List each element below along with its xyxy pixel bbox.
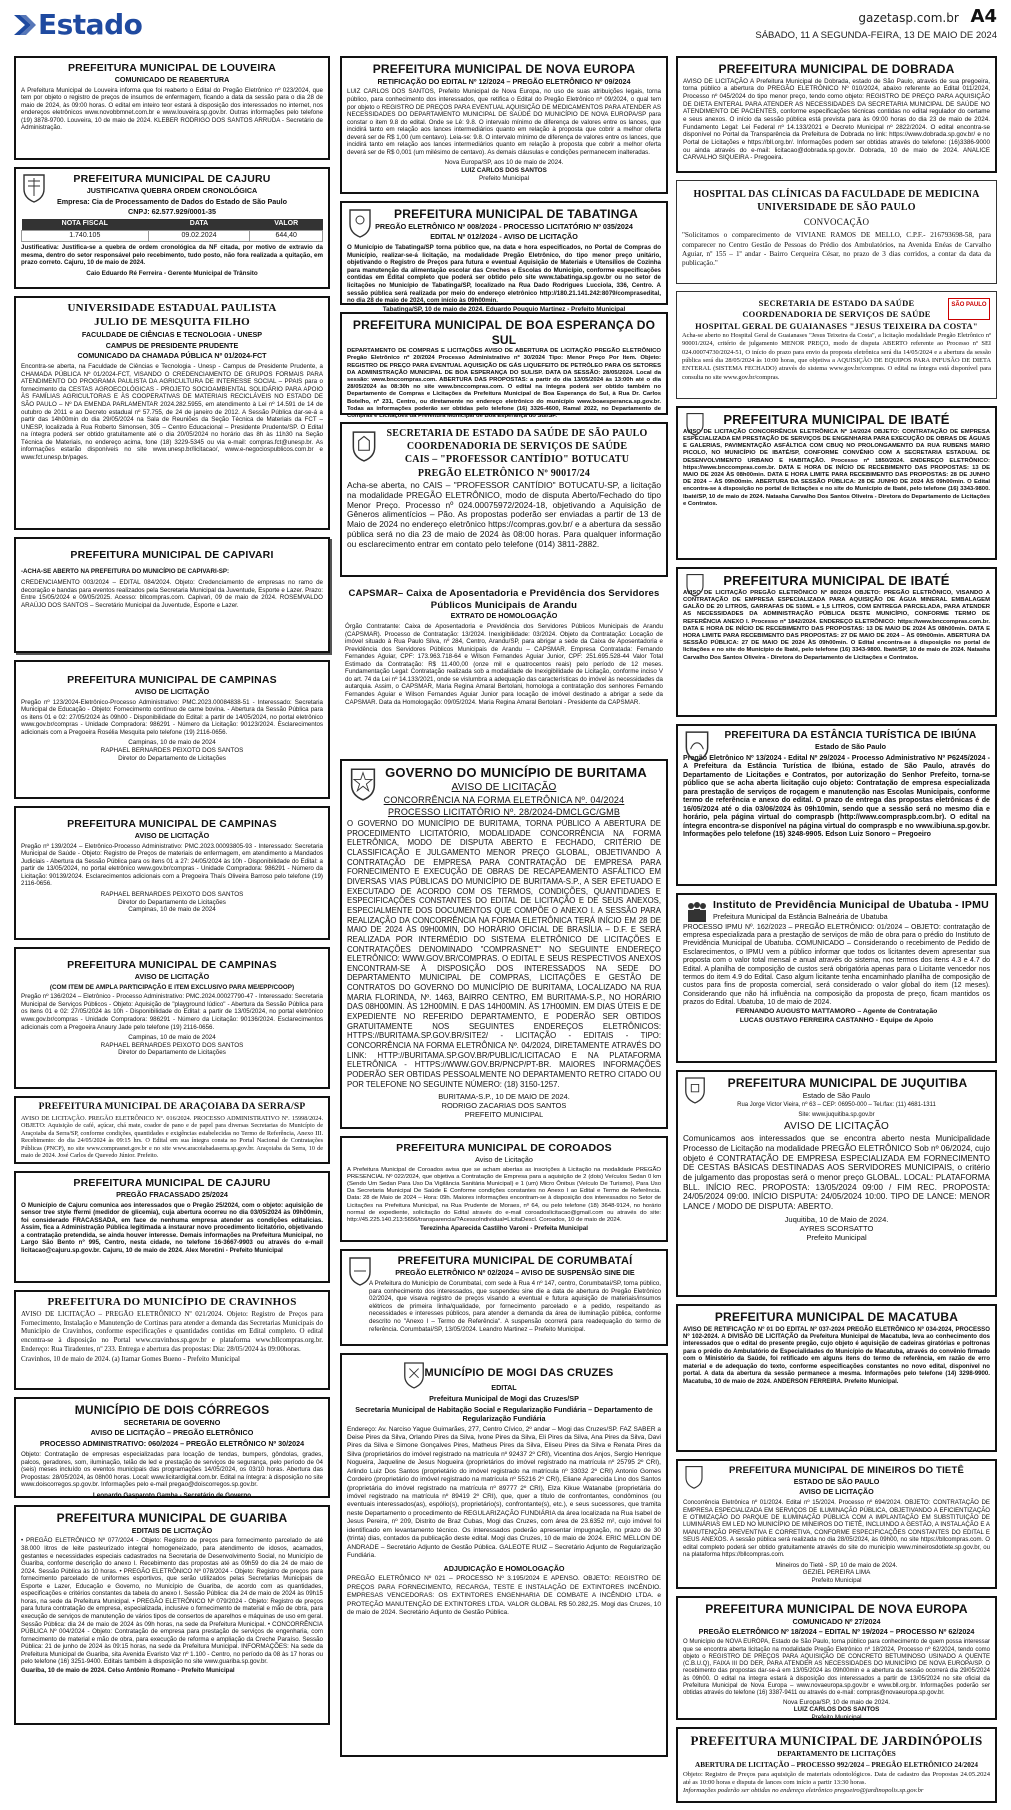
tabatinga-crest-icon (347, 208, 373, 238)
notice-title: SECRETARIA DE ESTADO DA SAÚDE (758, 298, 915, 308)
notice-signature: LUIZ CARLOS DOS SANTOS (461, 167, 547, 175)
notice-guariba (14, 1505, 330, 1725)
notice-cravinhos (14, 1290, 330, 1390)
notice-cajuru-2 (14, 1171, 330, 1283)
notice-subtitle-2: (COM ITEM DE AMPLA PARTICIPAÇÃO E ITEM EXCLUSIVO PARA ME/EPP/COOP) (49, 983, 295, 991)
notice-guaianases (676, 291, 997, 399)
notice-signature: AYRES SCORSATTO (799, 1223, 874, 1233)
notice-signature: RAPHAEL BERNARDES PEIXOTO DOS SANTOS (100, 890, 244, 898)
notice-subtitle: ADJUDICAÇÃO E HOMOLOGAÇÃO (443, 1563, 565, 1573)
mogi-crest-icon (402, 1361, 426, 1389)
notice-aracoiaba (14, 1096, 330, 1164)
sp-state-crest-icon (350, 430, 378, 462)
notice-body: Pregão nº 123/2024-Eletrônico-Processo Administrativo: PMC.2023.00084838-51 - Interessado: Secretaria Municipal de Educação - Objeto: Fornecimento contínuo de carne bovina. - Abertura da Sessão Pública para os itens 01 e 02: 27/05/2024 às 09h00 - Disponibilidade do Edital: a partir de 14/05/2024, no portal eletrônico www.gov.br/compras - Unidade Compradora: 986291 - Número da Licitação: 90123/2024. Esclarecimentos adicionais com a Pregoeira Rosélia Mesquita pelo telefone (19) 2116-0656. (21, 698, 323, 736)
notice-body: CREDENCIAMENTO 003/2024 – EDITAL 084/2024. Objeto: Credenciamento de empresas no ramo de decoração e bandas para eventos realizados pela Secretaria Municipal da Juventude, Esporte e Lazer. Prazo: Entre 15/05/2024 e 09/05/2025. Acesso: bllcompras.com. Capivari, 09 de maio de 2024. ROSEMVALDO ARAÚJO DOS SANTOS – Secretário Municipal da Juventude, Esporte e Lazer. (21, 579, 323, 610)
notice-title: PREFEITURA MUNICIPAL DE JARDINÓPOLIS (690, 1733, 983, 1748)
notice-subtitle: PREGÃO ELETRÔNICO Nº 02/2024 – AVISO DE SUSPENSÃO SINE DIE (395, 1268, 635, 1278)
notice-signature: GEZIEL PEREIRA LIMA (802, 1569, 871, 1577)
notice-body: Órgão Contratante: Caixa de Aposentadoria e Previdência dos Servidores Públicos Municipais de Arandu (CAPSMAR). Processo de Contratação: 13/2024. Inexigibilidade: 03/2024. Objeto da Contratação: Locação de imóvel situado à Rua Paulo Silva, nº 284, Centro, Arandu/SP, para abrigar a sede da Caixa de Aposentadoria e Previdência dos Servidores Públicos Municipais de Arandu – CAPSMAR. Empresa Contratada: Fernando Fernandes Aguiar, CPF: 173.963.718-64 e Wilson Fernandes Aguiar Junior, CPF: 251.695.528-44 Valor Total Estimado da Contratação: R$ 11.400,00 (onze mil e quatrocentos reais) pelo período de 12 meses. Fundamentação Legal: Contratação realizada sob a modalidade de Inexigibilidade de Licitação, conforme inciso V do art. 74 da Lei nº 14.133/2021, onde se vislumbra a adequação das características do imóvel às necessidades da autarquia. Assim, o CAPSMAR, Maria Regina Amaral Bertolani, homologa a contratação dos senhores Fernando Fernandes Aguiar e Wilson Fernandes Aguiar Junior para locação de imóvel destinado a abrigar a sede da CAPSMAR. Data da Homologação: 09/05/2024. Maria Regina Amaral Bertolani - Presidente da CAPSMAR. (345, 622, 663, 706)
notice-role: Prefeito Municipal (811, 1576, 862, 1584)
notice-corumbatai (340, 1249, 668, 1346)
notice-buritama (340, 759, 668, 1129)
ibate-crest-icon (684, 412, 706, 436)
notice-subtitle: PREGÃO ELETRÔNICO Nº 008/2024 - PROCESSO LICITATÓRIO Nº 035/2024 (375, 221, 633, 231)
notice-louveira (14, 56, 330, 160)
ibate-crest-icon (684, 573, 706, 597)
masthead-info (755, 6, 997, 42)
notice-title: PREFEITURA MUNICIPAL DE CORUMBATAÍ (397, 1255, 633, 1267)
notice-body: AVISO DE LICITAÇÃO. PREGÃO ELETRÔNICO Nº. 016/2024. PROCESSO ADMINISTRATIVO Nº. 15998/2024. OBJETO: Aquisição de café, açúcar, chá mate, coador de pano e de papel para diversas Secretarias do Município de Araçoiaba da Serra/SP, conforme condições, quantidades e exigências estabelecidas no Termo de Referência, Anexo III. Recebimento: do dia 24/05/2024 às 09:15 hrs. O Edital em sua íntegra consta no Portal Nacional de Contratações Públicas (PNCP), no site www.comprasnet.gov.br e no site www.aracoiabadaserra.sp.gov.br. Araçoiaba da Serra, 10 de maio de 2024. José Carlos de Quevedo Júnior. Prefeito. (21, 1114, 323, 1160)
notice-note: Informações poderão ser obtidas no endereço eletrônico pregoeiro@jardinopolis.sp.gov.br (683, 1787, 924, 1795)
notice-hc (676, 180, 997, 284)
notice-subtitle: AVISO DE LICITAÇÃO (134, 830, 210, 840)
notice-title: PREFEITURA MUNICIPAL DE IBATÉ (723, 412, 950, 427)
notice-title: PREFEITURA MUNICIPAL DE COROADOS (396, 1142, 612, 1154)
notice-subtitle: EDITAIS DE LICITAÇÃO (131, 1525, 213, 1535)
notice-body: A Prefeitura do Município de Corumbataí, com sede à Rua 4 nº 147, centro, Corumbataí/SP, torna público, para conhecimento dos interessados, que suspendeu sine die a data de abertura do Pregão Eletrônico 02/2024, que visava registro de preços visando a eventual e futura aquisição de materiais/insumos elétricos de primeira linha/qualidade, por fornecimento parcelado e a pedido, respeitando as necessidades e interesses públicos, para atender a demanda da área de iluminação pública, conforme descrito no "Anexo I – Termo de Referência". A suspensão ocorrerá para readequação do termo de referência. Corumbataí/SP, 13/05/2024. Leandro Martinez – Prefeito Municipal. (369, 1280, 661, 1333)
cajuru-crest-icon (21, 173, 47, 203)
notice-date: Campinas, 10 de maio de 2024 (128, 906, 216, 914)
brand[interactable] (14, 8, 142, 42)
notice-body-2: PREGÃO ELETRÔNICO Nº 021 – PROCESSO Nº 3.195/2024 E APENSO. OBJETO: REGISTRO DE PREÇOS PARA FORNECIMENTO, RECARGA, TESTE E INSTALAÇÃO DE EXTINTORES INCÊNDIO. EMPRESAS VENCEDORAS: OS EXTINTORES ENGENHARIA DE COMBATE A INCÊNDIO LTDA. e PROTEÇÃO MANUTENÇÃO DE EXTINTORES LTDA. VALOR GLOBAL R$ 50.282,25. Mogi das Cruzes, 10 de maio de 2024. Secretário Adjunto de Gestão Pública. (347, 1575, 661, 1617)
notice-signature: Leonardo Gasparoto Gamba - Secretário de Governo (92, 1491, 252, 1499)
notice-role: PREFEITO MUNICIPAL (464, 1110, 544, 1120)
notice-signature: Tabatinga/SP, 10 de maio de 2024. Eduardo Pouquio Martinez - Prefeito Municipal (382, 305, 626, 313)
notice-subtitle: CAIS – "PROFESSOR CANTÍDIO" BOTUCATU (404, 454, 630, 466)
notice-subtitle: DEPARTAMENTO DE LICITAÇÕES (777, 1749, 896, 1758)
notice-subtitle: AVISO DE LICITAÇÃO (134, 971, 210, 981)
notice-subtitle: AVISO DE LICITAÇÃO (799, 1487, 874, 1497)
notice-tabatinga (340, 201, 668, 313)
notice-ibiuna (676, 724, 997, 886)
notice-subtitle: PREGÃO FRACASSADO 25/2024 (116, 1189, 228, 1199)
notice-title: PREFEITURA DO MUNICÍPIO DE CRAVINHOS (47, 1296, 297, 1308)
notice-role: Prefeito Municipal (806, 1233, 867, 1243)
notice-subtitle: AVISO DE LICITAÇÃO – PREGÃO ELETRÔNICO (90, 1428, 254, 1438)
notice-title: PREFEITURA MUNICIPAL DE CAJURU (73, 173, 271, 185)
cnpj-line: CNPJ: 62.577.929/0001-35 (128, 207, 216, 217)
notice-subtitle: CONVOCAÇÃO (803, 217, 870, 228)
notice-signature: FERNANDO AUGUSTO MATTAMORO – Agente de Contratação (735, 1008, 938, 1016)
notice-role: Diretor do Departamento de Licitações (118, 898, 226, 906)
notice-address: Rua Jorge Victor Vieira, nº 63 – CEP: 06950-000 – Tel./fax: (11) 4681-1311 (737, 1102, 936, 1109)
notice-title: PREFEITURA MUNICIPAL DE CAPIVARI (70, 549, 274, 561)
notice-subtitle: HOSPITAL GERAL DE GUAIANASES "JESUS TEIXEIRA DA COSTA" (695, 320, 978, 331)
notice-title: PREFEITURA MUNICIPAL DE CAMPINAS (67, 959, 277, 971)
notice-body: A Prefeitura Municipal de Coroados avisa que se acham abertas as inscrições à Licitação na modalidade PREGÃO PRESENCIAL Nº 022/2024, que objetiva a Contratação de Empresa para a aquisição de 2 (dois) Veículos Sedan 0 km (Sendo Um Sedan Para Uso Da Vigilância Sanitária Municipal) e 1 (um) Micro Ônibus (Veículo De Turismo), Para Uso Da Secretaria Municipal De Saúde E Conforme condições constantes no Anexo I ao Edital e Termo de Referência. Data: 28 de Maio de 2024 – Hora: 09h. Maiores informações encontram-se à disposição dos interessados no Setor de Licitações na Prefeitura Municipal, na Rua Prudente de Moraes, nº 64, ou pelo telefone (18) 3648-9124, no horário normal de expediente, solicitação do Edital através do e-mail coroadoslicitacao@gmail.com ou através do site: http://45.225.140.213:5656/transparencia/?AcessoIndividual=LicitaDescl. Coroados, 10 de maio de 2024. (347, 1166, 661, 1223)
table-header: VALOR (250, 219, 323, 230)
notice-subtitle-2: AVISO DE LICITAÇÃO (784, 1121, 889, 1133)
notice-subtitle: Estado de São Paulo (814, 742, 887, 752)
notice-body: O Município de NOVA EUROPA, Estado de São Paulo, torna público para conhecimento de quem possa interessar que se encontra aberta licitação na modalidade Pregão Eletrônico nº 18/2024, Processo nº 62/2024, tendo como objeto o REGISTRO DE PREÇOS PARA AQUISIÇÃO DE CONCRETO BETUMINOSO USINADO A QUENTE (C.B.U.Q), FAIXA III DO DER, PARA ATENDER AS NECESSIDADES DO MUNICÍPIO DE NOVA EUROPA/SP. O recebimento das propostas dar-se-á em 13/05/2024 às 09h00min e a abertura da sessão ocorrerá dia 29/05/2024 às 09h00. O edital na íntegra estará à disposição dos interessados a partir de 13/05/2024 no site oficial da Prefeitura Municipal de Nova Europa – www.novaeuropa.sp.gov.br e www.bll.org.br. Informações poderão ser obtidas através do telefone (16) 3387-9411 ou através do e-mail: compras@novaeuropa.sp.gov.br. (683, 1639, 990, 1697)
site-url[interactable]: gazetasp.com.br (858, 11, 959, 25)
notice-subtitle: Aviso de Licitação (475, 1154, 533, 1164)
notice-title: Instituto de Previdência Municipal de Ubatuba - IPMU (713, 899, 989, 911)
notice-subtitle-2: EDITAL Nº 012/2024 - AVISO DE LICITAÇÃO (430, 232, 578, 242)
notice-jardinopolis (676, 1727, 997, 1803)
notice-role: Prefeito Municipal (811, 1714, 862, 1722)
notice-signature: RAPHAEL BERNARDES PEIXOTO DOS SANTOS (100, 1041, 244, 1049)
notice-title: PREFEITURA MUNICIPAL DE JUQUITIBA (727, 1076, 968, 1090)
notice-title: UNIVERSIDADE ESTADUAL PAULISTA (67, 302, 277, 314)
notice-role: Prefeito Municipal (478, 174, 530, 182)
notice-date: Campinas, 10 de maio de 2024 (128, 1034, 216, 1042)
notice-title: PREFEITURA MUNICIPAL DE BOA ESPERANÇA DO SUL (352, 318, 656, 347)
notice-signature: RAPHAEL BERNARDES PEIXOTO DOS SANTOS (100, 747, 244, 755)
notice-body: Objeto: Registro de Preços para aquisição de materiais odontológicos. Data de cadastro das Propostas 24.05.2024 até as 10:00 horas e disputa de lances com início a partir 13:30 horas. (683, 1771, 990, 1787)
notice-subtitle: Prefeitura Municipal de Mogi das Cruzes/SP (429, 1394, 579, 1404)
notice-body: Pregão Eletrônico Nº 13/2024 - Edital Nº 29/2024 - Processo Administrativo Nº P6245/2024 - A Prefeitura da Estância Turística de Ibiúna, estado de São Paulo, através do Departamento de Licitações e Contratos, por autorização do Senhor Prefeito, torna-se público que se acha aberta licitação cujo objeto: Contratação de empresa especializada para prestação de serviços de roçagem e manutenção nas Escolas Municipais, conforme termo de referência e anexo do edital. O prazo de entrega das propostas eletrônicas é de 16/05/2024 até o dia 03/06/2024 às 09h10min, sendo que a sessão será no mesmo dia e horário, pela página virtual do compraspb (http://www.compraspb.com.br). O edital na íntegra encontra-se disponível na página virtual do compraspb e no www.ibiuna.sp.gov.br. Informações pelo telefone (15) 3248-9905. Edson Luiz Sonoro – Pregoeiro (683, 753, 990, 839)
notice-role: Diretor do Departamento de Licitações (118, 754, 226, 762)
notice-title: PREFEITURA MUNICIPAL DE LOUVEIRA (67, 62, 277, 74)
brand-arrow-icon (14, 12, 36, 38)
notice-body: Acha-se aberto no Hospital Geral de Guaianases "Jesus Teixeira da Costa", a licitação modalidade Pregão Eletrônico nº 90001/2024, critério de julgamento MENOR PREÇO, modo de disputa ABERTO referente ao Processo nº SEI 024.00074730/2024-51, O início do prazo para envio da proposta eletrônica será dia 14/05/2024 e a abertura da sessão pública será dia 28/05/2024 às 10:00 horas, que objetiva a AQUISIÇÃO DE EQUIPOS PARA INFUSÃO DE DIETA ENTERAL (SISTEMA FECHADO) através do sistema www.gov.br/compras. O edital na íntegra está disponível para consulta no site www.gov.br/compras. (682, 332, 991, 381)
notice-signature: Cravinhos, 10 de maio de 2024. (a) Itamar Gomes Bueno - Prefeito Municipal (21, 1355, 240, 1364)
notice-subtitle: -ACHA-SE ABERTO NA PREFEITURA DO MUNICÍPIO DE CAPIVARI-SP: (21, 567, 230, 575)
notice-subtitle: AVISO DE LICITAÇÃO (134, 686, 210, 696)
notice-body: O Município de Cajuru comunica aos interessados que o Pregão 25/2024, com o objeto: aquisição de sensor tree style ffermi (medidor de glicemia), cuja abertura ocorreu no dia 03/05/2024 às 09h00min, foi considerado FRACASSADA, em face de nenhuma empresa atender as condições editalícias. Assim, fica a Administração Pública legitimada a instaurar novo procedimento licitatório, objetivando a contratação pretendida, se ainda houver interesse. Demais informações na Prefeitura Municipal, no Largo São Bento nº 995, Centro, nesta cidade, no telefone 16-3667-9903 ou através do e-mail licitacao@cajuru.sp.gov.br. Cajuru, 10 de maio de 2024. Alex Moretini - Prefeito Municipal (21, 1201, 323, 1254)
notice-title: PREFEITURA MUNICIPAL DE NOVA EUROPA (705, 1602, 968, 1616)
masthead (14, 0, 997, 52)
notice-nova-europa-1 (340, 56, 668, 194)
notice-nova-europa-2 (676, 1596, 997, 1720)
page-number: A4 (970, 6, 997, 27)
notice-body: DEPARTAMENTO DE COMPRAS E LICITAÇÕES AVISO DE ABERTURA DE LICITAÇÃO PREGÃO ELETRÔNICO Pregão Eletrônico nº 20/2024 Processo Administrativo nº 30/2024 Tipo: Menor Preço Por Item. Objeto: REGISTRO DE PREÇO PARA EVENTUAL AQUISIÇÃO DE GÁS LIQUEFEITO DE PETRÓLEO PARA OS SETORES DA ADMINISTRAÇÃO MUNICIPAL DE BOA ESPERANÇA DO SUL/SP. DATA DA SESSÃO: 28/05/2024. Local da sessão: www.bnccompras.com. ABERTURA DAS PROPOSTAS: a partir do dia 13/05/2024 às 13:00h até o dia 28/05/2024 às 08:30h no site www.bnccompras.com. O edital na íntegra poderá ser obtido também no Departamento de Compras e Licitações da Prefeitura Municipal de Boa Esperança do Sul, à Rua Dr. Carlos Botelho, nº 231, Centro, ou diretamente no endereço eletrônico do município www.boaesperanca.sp.gov.br. Todas as informações poderão ser obtidas pelo telefone (16) 3326-4600, Ramal 2022, no Departamento de Compras e Licitações da Prefeitura Municipal de Boa Esperança do Sul/SP. (347, 348, 661, 420)
notice-signature: Guariba, 10 de maio de 2024. Celso Antônio Romano - Prefeito Municipal (21, 1666, 235, 1674)
notice-body: O GOVERNO DO MUNICÍPIO DE BURITAMA, TORNA PÚBLICO A ABERTURA DE PROCEDIMENTO LICITATÓRIO, MODALIDADE CONCORRÊNCIA NA FORMA ELETRÔNICA, MODO DE DISPUTA ABERTO E FECHADO, CRITÉRIO DE CLASSIFICAÇÃO E JULGAMENTO MENOR PREÇO GLOBAL, OBJETIVANDO A CONTRATAÇÃO DE EMPRESA PARA CONTRATAÇÃO DE EMPRESA PARA FORNECIMENTO E EXECUÇÃO DE OBRAS DE RECAPEAMENTO ASFÁLTICO EM DIVERSAS VIAS PÚBLICAS DO MUNICÍPIO DE BURITAMA-S.P., A SER EFETUADO E EXECUTADO DE ACORDO COM OS TERMOS, CONDIÇÕES, QUANTIDADES E ESPECIFICAÇÕES CONSTANTES DO EDITAL DE LICITAÇÃO E DE SEUS ANEXOS, ESPECIALMENTE DOS DOCUMENTOS QUE COMPÕE O ANEXO I. A SESSÃO PARA REALIZAÇÃO DA CONCORRÊNCIA NA FORMA ELETRÔNICA TERÁ INÍCIO EM 28 DE MAIO DE 2024 ÀS 09H00MIN, DO HORÁRIO OFICIAL DE BRASÍLIA – D.F. E SERÁ REALIZADA POR INTERMÉDIO DO SISTEMA ELETRÔNICO DE LICITAÇÕES E CONTRATAÇÕES DENOMINADO "COMPRASNET" NO SEGUINTE ENDEREÇO ELETRÔNICO: WWW.GOV.BR/COMPRAS. O EDITAL E SEUS RESPECTIVOS ANEXOS ENCONTRAM-SE À DISPOSIÇÃO DOS INTERESSADOS NA SEDE DO DEPARTAMENTO MUNICIPAL DE COMPRAS, LICITAÇÕES E GESTÃO DE CONTRATOS DO GOVERNO DO MUNICÍPIO DE BURITAMA, LOCALIZADO NA RUA MARIA FLORINDA, Nº. 1463, BAIRRO CENTRO, EM BURITAMA-S.P., NO HORÁRIO DAS 08H00MIN. ÀS 12H00MIN. E DAS 14H00MIN. ÀS 17H00MIN. EM DIAS ÚTEIS E DE EXPEDIENTE NO REFERIDO DEPARTAMENTO, E PODERÃO SER OBTIDOS GRATUITAMENTE NOS SEGUINTES ENDEREÇOS ELETRÔNICOS: HTTPS://BURITAMA.SP.GOV.BR/SITE2/ - LICITAÇÃO - EDITAIS - TIPO: CONCORRÊNCIA NA FORMA ELETRÔNICA Nº. 04/2024, DIRETAMENTE ATRAVÉS DO LINK: HTTP://BURITAMA.SP.GOV.BR/PUBLIC/LICITACAO E NA PLATAFORMA ELETRÔNICA - HTTPS://WWW.GOV.BR/PNCP/PT-BR. MAIORES INFORMAÇÕES PODERÃO SER OBTIDAS PESSOALMENTE NO DEPARTAMENTO RETRO CITADO OU POR TELEFONE NO SEGUINTE NÚMERO: (18) 3150-1257. (347, 818, 661, 1089)
notice-title: MUNICÍPIO DE DOIS CÓRREGOS (74, 1403, 270, 1417)
notice-subtitle: COORDENADORIA DE SERVIÇOS DE SAÚDE (742, 309, 931, 320)
column-right (676, 56, 997, 1810)
notice-body: Acha-se aberta, no CAIS – "PROFESSOR CANTÍDIO" BOTUCATU-SP, a licitação na modalidade PREGÃO ELETRÔNICO, modo de disputa Aberto/Fechado do tipo Menor Preço. Processo nº 024.00075972/2024-18, objetivando a Aquisição de Gêneros alimentícios – Pão. As propostas poderão ser enviadas a partir de 13 de Maio de 2024 no endereço eletrônico https://compras.gov.br/ e a abertura da sessão pública será no dia 23 de maio de 2024 às 08:00 horas. Para qualquer informação ou esclarecimento entrar em contato pelo telefone (014) 3811-2882. (347, 479, 661, 550)
notice-title: PREFEITURA MUNICIPAL DE MINEIROS DO TIETÊ (729, 1465, 964, 1476)
notice-title: PREFEITURA MUNICIPAL DE DOBRADA (718, 62, 955, 76)
notice-title: PREFEITURA MUNICIPAL DE CAJURU (73, 1177, 271, 1189)
notice-date: Juquitiba, 10 de Maio de 2024. (784, 1214, 889, 1224)
company-line: Empresa: Cia de Processamento de Dados do Estado de São Paulo (56, 196, 288, 206)
table-cell: 644,40 (250, 230, 323, 242)
ibiuna-crest-icon (683, 730, 711, 762)
notice-site: Site: www.juquitiba.sp.gov.br (798, 1111, 875, 1118)
notice-title: PREFEITURA MUNICIPAL DE CAMPINAS (67, 674, 277, 686)
notice-title: PREFEITURA MUNICIPAL DE CAMPINAS (67, 818, 277, 830)
notice-macatuba (676, 1304, 997, 1452)
notice-subtitle: Prefeitura Municipal da Estância Balneária de Ubatuba (713, 911, 888, 921)
notice-subtitle: EDITAL (491, 1383, 517, 1393)
notice-title: PREFEITURA MUNICIPAL DE GUARIBA (56, 1511, 288, 1525)
notice-body: Pregão nº 139/2024 – Eletrônico-Processo Administrativo: PMC.2023.00093805-93 - Interessado: Secretaria Municipal de Saúde - Objeto: Registro de Preços de materiais de enfermagem, em atendimento a Mandados Judiciais - Abertura da Sessão Pública para os itens 01 a 27: 24/05/2024 às 10h - Disponibilidade do Edital: a partir de 13/05/2024, no portal eletrônico www.gov.br/compras - Unidade Compradora: 986291 - Número da Licitação: 90139/2024. Esclarecimentos adicionais com a Pregoeira Thaís Oliveira Barroso pelo telefone (19) 2116-0656. (21, 842, 323, 888)
table-cell: 1.740.105 (22, 230, 149, 242)
notice-subtitle: RETIFICAÇÃO DO EDITAL Nº 12/2024 – PREGÃO ELETRÔNICO Nº 09/2024 (377, 76, 631, 86)
corumbatai-crest-icon (347, 1256, 373, 1286)
notice-mineiros (676, 1459, 997, 1589)
notice-subtitle: COMUNICADO DE REABERTURA (114, 74, 230, 84)
notice-subtitle: SECRETARIA DE GOVERNO (123, 1417, 221, 1427)
notice-subtitle: COMUNICADO Nº 27/2024 (792, 1616, 881, 1626)
notice-subtitle: PREGÃO ELETRÔNICO Nº 90017/24 (417, 467, 591, 479)
notice-cajuru-1 (14, 167, 330, 289)
notice-body: Encontra-se aberta, na Faculdade de Ciências e Tecnologia - Unesp - Campus de Presidente Prudente, a CHAMADA PÚBLICA Nº 01/2024-FCT, VISANDO O CREDENCIAMENTO DE GRUPOS FORMAIS PARA ATENDIMENTO DO PROGRAMA PAULISTA DA AGRICULTURA DE INTERESSE SOCIAL – PPAIS para o fornecimento da CESTAS AGROECOLÓGICAS - PROJETO SOCIOAMBIENTAL SOLIDÁRIO PARA APOIO ÀS FAMÍLIAS AGRICULTORAS E ÀS COOPERATIVAS DE MATERIAIS RECICLÁVEIS NO ESTADO DE SÃO PAULO – Nº DA EMENDA PARLAMENTAR 2024.282.5955, em atendimento à Lei nº 14.591 de 14 de outubro de 2011 e ao Decreto estadual nº 57.755, de 24 de janeiro de 2012. A Sessão Pública dar-se-á a partir das 14h00min do dia 29/05/2024 na Sala de Reuniões da Seção Técnica de Materiais da FCT – UNESP, localizada à Rua Roberto Simonsen, 305 – Centro Educacional – Presidente Prudente/SP. O Edital na íntegra poderá ser obtido gratuitamente até o dia 20/05/2024 no horário das 8h às 11h30 na Seção Técnica de Materiais, no endereço acima, fone (18) 3229-5345 ou via e-mail: compras.fct@unesp.br. As informações estarão disponíveis no site www.unesp.br/licitacao/, www.e-negociospublicos.com.br e www.fct.unesp.br/pages. (21, 363, 323, 461)
edition-date: SÁBADO, 11 A SEGUNDA-FEIRA, 13 DE MAIO DE 2024 (755, 29, 997, 41)
notice-body: AVISO DE LICITAÇÃO PREGÃO ELETRÔNICO Nº 80/2024 OBJETO: PREGÃO ELETRÔNICO, VISANDO A CONTRATAÇÃO DE EMPRESA ESPECIALIZADA PARA AQUISIÇÃO DE ÁGUA MINERAL EMBALAGEM GALÃO DE 20 LITROS, GARRAFAS DE 510ML e 1,5 LITROS, COM ENTREGA PARCELADA, PARA ATENDER AS NECESSIDADES DA ADMINISTRAÇÃO PÚBLICA DESTE MUNICÍPIO, CONFORME TERMO DE REFERÊNCIA ANEXO I. Processo nº 1842/2024. ENDEREÇO ELETRÔNICO: https://www.bnccompras.com.br. DATA E HORA DE INÍCIO DE RECEBIMENTO DAS PROPOSTAS: 13 DE MAIO DE 2024 ÀS 08h00min. DATA E HORA LIMITE PARA RECEBIMENTO DAS PROPOSTAS: 27 DE MAIO DE 2024 – ÀS 09h00min. ABERTURA DA SESSÃO PÚBLICA: 27 DE MAIO DE 2024 ÀS 09h00min. O Edital encontra-se à disposição no portal de licitações e no site do Município de Ibaté, pelo telefone (16) 3343-9800. Ibaté/SP, 10 de maio de 2024. Natasha Carvalho Dos Santos Oliveira - Diretora do Departamento de Licitações e Contratos. (683, 589, 990, 661)
notice-campinas-3 (14, 947, 330, 1089)
notice-ibate-1 (676, 406, 997, 560)
notice-ibate-2 (676, 567, 997, 717)
notice-body: Justificativa: Justifica-se a quebra de ordem cronológica da NF citada, por motivo de extravio da mesma, dentro do setor responsável pelo recebimento, tudo posto, não fora realizada a quitação, em prazo correto. Cajuru, 10 de maio de 2024. (21, 244, 323, 267)
notice-body: A Prefeitura Municipal de Louveira informa que foi reaberto o Edital do Pregão Eletrônico nº 023/2024, que tem por objeto o registro de preços de insumos de enfermagem, ficando a data da sessão para o dia 28 de maio de 2024, às 09:00 horas. O edital em inteiro teor estará à disposição dos interessados no internet, nos endereços eletrônicos www.novobbmnet.com.br e www.louveira.sp.gov.br. Outras informações pelo telefone (19) 3878-9700. Louveira, 10 de maio de 2024. KLEBER RODRIGO DOS SANTOS ARRUDA - Secretário de Administração. (21, 86, 323, 132)
notice-title: CAPSMAR– Caixa de Aposentadoria e Previdência dos Servidores Públicos Municipais de Arandu (348, 588, 660, 611)
notice-body: Endereço: Av. Narciso Yague Guimarães, 277, Centro Cívico, 2º andar – Mogi das Cruzes/SP. FAZ SABER a Deise Pires da Silva, Orlando Pires da Silva, Ivone Pires da Silva, Eli Pires da Silva, Ana Pires da Silva, Davi Pires da Silva e Simone Gonçalves Pires, Matheus Pires da Silva, Eliseu Pires da Silva e Renata Pires da Silva (proprietários do imóvel registrado na matrícula nº 92437 2º CRI), Vicentina dos Anjos, Sergio Henrique Nogueira, Jaqueline de Jesus Nogueira (proprietários do imóvel registrado na matrícula nº 25795 2º CRI), Arlindo Luiz Dos Santos (proprietário do imóvel registrado na matrícula nº 33032 2º CRI) Antonio Gomes Cordeiro (proprietário do imóvel registrado na matrícula nº 55216 2º CRI), Eliane Aparecida Lino dos Santos (proprietária do imóvel registrado na matrícula nº 89777 2º CRI), Elza Kikue Watanabe (proprietária do imóvel registrado na matrícula nº 89419 2º CRI), que, quer a título de confrontantes, condôminos (ou eventuais interessados(as), espólio(s), proprietário(s), confrontante(s), etc.), e seus sucessores, que tramita neste Departamento o procedimento de REGULARIZAÇÃO FUNDIÁRIA da área localizada na Rua Isabel de Jesus Pereira, nº 209, Distrito de Braz Cubas, Mogi das Cruzes, com área de 23.6352 m², cujo imóvel foi identificado em levantamento técnico. Os interessados poderão apresentar impugnação, no prazo de 30 (trinta) dias, contados da publicação deste edital. Mogi das Cruzes, 10 de maio de 2024. ERIC MELLON DE ANDRADE – Secretário Adjunto de Gestão Pública. GALEOTE RUIZ – Secretário Adjunto de Regularização Fundiária. (347, 1425, 661, 1560)
notice-subtitle: PROCESSO ADMINISTRATIVO: 060/2024 – PREGÃO ELETRÔNICO Nº 30/2024 (39, 1439, 305, 1449)
notice-dois-corregos (14, 1397, 330, 1498)
notice-body: AVISO DE LICITAÇÃO CONCORRÊNCIA ELETRÔNICA Nº 14/2024 OBJETO: CONTRATAÇÃO DE EMPRESA ESPECIALIZADA EM PRESTAÇÃO DE SERVIÇOS DE ENGENHARIA PARA EXECUÇÃO DE OBRAS DE ÁGUAS E GALERIAS, PAVIMENTAÇÃO ASFÁLTICA COM CBUQ NO PROLONGAMENTO DA RUA RUBENS MARIO PICOLO, NO MUNICÍPIO DE IBATÉ/SP, CONFORME CONVÊNIO COM A SECRETARIA ESTADUAL DE DESENVOLVIMENTO URBANO E HABITAÇÃO. Processo nº 1850/2024. ENDEREÇO ELETRÔNICO: https://www.bnccompras.com.br. DATA E HORA DE INÍCIO DE RECEBIMENTO DAS PROPOSTAS: 13 DE MAIO DE 2024 ÀS 08h00min. DATA E HORA LIMITE PARA RECEBIMENTO DAS PROPOSTAS: 28 DE JUNHO DE 2024 – ÀS 09h00min. ABERTURA DA SESSÃO PÚBLICA: 28 DE JUNHO DE 2024 ÀS 09h00min. O Edital encontra-se à disposição no portal de licitações e no site do Município de Ibaté, pelo telefone (16) 3343-9800. Ibaté/SP, 10 de maio de 2024. Natasha Carvalho Dos Santos Oliveira - Diretora do Departamento de Licitações e Contratos. (683, 428, 990, 507)
notice-title: GOVERNO DO MUNICÍPIO DE BURITAMA (385, 765, 647, 780)
notice-body: • PREGÃO ELETRÔNICO Nº 077/2024 - Objeto: Registro de preços para fornecimento parcelado de até 38.000 litros de leite pasteurizado integral homogeneizado, para atendimento de idosos, acamados, gestantes e necessidades especiais cadastrados na Secretaria de Desenvolvimento Social, no Município de Guariba, conforme descrição do anexo I. Recebimento das propostas até as 09h59 do dia 24 de maio de 2024. Sessão Pública às 10 horas. • PREGÃO ELETRÔNICO Nº 078/2024 - Objeto: Registro de preços para fornecimento parcelado de uniformes esportivos, que serão utilizados pelas Secretarias Municipais de Esporte e Lazer, Educação e Governo, no Município de Guariba, de acordo com as quantidades, especificações e critérios constantes da tabela do anexo I. Sessão Pública: dia 24 de maio de 2024 às 09h15 horas, na sede da Prefeitura Municipal. • PREGÃO ELETRÔNICO Nº 079/2024 - Objeto: Registro de preços para futura contratação de empresa, especializada, inclusive o fornecimento de material e mão de obra, para execução de serviços de manutenção de vários tipos de consertos de aparelhos e máquinas de uso em geral. Sessão Pública: dia 24 de maio de 2024 às 09h horas, na sede da Prefeitura Municipal. • CONCORRÊNCIA PÚBLICA Nº 004/2024 - Objeto: Contratação de empresa para prestação de serviços de engenharia, com fornecimento de material e mão de obra, para execução de reforma e ampliação da Creche Paraíso. Sessão Pública: 21 de junho de 2024 às 09:15 horas, na sede da Prefeitura Municipal. INFORMAÇÕES: Na sede da Prefeitura Municipal de Guariba, sita Avenida Evaristo Vaz nº 1.100 - Centro, no período da 08 às 17 horas ou pelo telefone (16) 3251-9400. Editais também à disposição no site www.guariba.sp.gov.br. (21, 1537, 323, 1666)
notice-body: LUIZ CARLOS DOS SANTOS, Prefeito Municipal de Nova Europa, no uso de suas atribuições legais, torna público, para conhecimento dos interessados, que retifica o Edital do Pregão Eletrônico nº 09/2024, o qual tem por objeto o REGISTRO DE PREÇOS PARA EVENTUAL AQUISIÇÃO DE MEDICAMENTOS PARA ATENDER AS NECESSIDADES DO DEPARTAMENTO MUNICIPAL DE SAÚDE DO MUNICÍPIO DE NOVA EUROPA/SP para constar o item 9.8 do edital. Onde se Lê: 9.8. O intervalo mínimo de diferença de valores entre os lances, que incidirá tanto em relação aos lances intermediários quanto em relação à proposta que cobrir a melhor oferta deverá ser de R$ 1,00 (um centavo). Leia-se: 9.8. O intervalo mínimo de diferença de valores entre os lances, que incidirá tanto em relação aos lances intermediários quanto em relação à proposta que cobrir a melhor oferta deverá ser de R$ 0,001 (um milésimo de centavo). As demais cláusulas e condições permanecem inalteradas. (347, 88, 661, 156)
notice-subtitle: PROCESSO LICITATÓRIO Nº. 28/2024-DMCLGC/GMB (387, 807, 621, 818)
notice-boa-esperanca (340, 312, 668, 420)
notice-body: Concorrência Eletrônica nº 01/2024. Edital nº 15/2024. Processo nº 694/2024. OBJETO: CONTRATAÇÃO DE EMPRESA ESPECIALIZADA EM SERVIÇOS DE ILUMINAÇÃO PÚBLICA, OBJETIVANDO A EFICIENTIZAÇÃO E OTIMIZAÇÃO DO PARQUE DE ILUMINAÇÃO PÚBLICA COM A IMPLANTAÇÃO EM SUBSTITUIÇÃO DE LUMINÁRIAS EM LED NO MUNICÍPIO DE MINEIROS DO TIETÊ, INCLUINDO A GESTÃO, A INSTALAÇÃO E A MANUTENÇÃO PREVENTIVA E CORRETIVA, CONFORME ESPECIFICAÇÕES CONSTANTES DO EDITAL E SEUS ANEXOS. A sessão pública será realizada no dia 28/05/2024, às 09h00, no site https://bllcompras.com. O edital completo poderá ser obtido gratuitamente através do site do município www.mineirosdotiete.sp.gov.br, ou na plataforma https://bllcompras.com. (683, 1499, 990, 1559)
notice-signature: LUIZ CARLOS DOS SANTOS (793, 1706, 880, 1714)
notice-ubatuba (676, 893, 997, 1063)
notice-coroados (340, 1136, 668, 1242)
notice-title: SECRETARIA DE ESTADO DA SAÚDE DE SÃO PAULO (386, 428, 648, 439)
notice-title-2: JULIO DE MESQUITA FILHO (94, 316, 250, 329)
notice-title: MUNICÍPIO DE MOGI DAS CRUZES (424, 1367, 614, 1379)
notice-date: Mineiros do Tietê - SP, 10 de maio de 2024. (775, 1561, 898, 1569)
notice-title: PREFEITURA MUNICIPAL DE ARAÇOIABA DA SERRA/SP (38, 1102, 306, 1112)
juquitiba-crest-icon (683, 1076, 707, 1104)
table-cell: 09.02.2024 (148, 230, 250, 242)
notice-body: O Município de Tabatinga/SP torna público que, na data e hora especificados, no Portal de Compras do Município, realizar-se-á licitação, na modalidade Pregão Eletrônico, do tipo menor preço unitário, objetivando o Registro de Preços para futura e eventual Aquisição de Materiais e Utensílios de Cozinha para manutenção da alimentação escolar das Creches e Escolas do Município, conforme especificações contidas em Edital completo que poderá ser obtido pelo site www.tabatinga.sp.gov.br ou no setor de licitações no Município de Tabatinga/SP, localizado na Rua Dado Rodrigues Lucciola, 336, Centro. A sessão pública será realizada por meio do endereço eletrônico http://180.21.141.242:8079/comprasedital, no dia 28 de maio de 2024, com início às 09h00min. (347, 244, 661, 305)
notice-campinas-2 (14, 806, 330, 940)
notice-body: "Solicitamos o comparecimento de VIVIANE RAMOS DE MELLO, C.P.F.- 216793698-58, para comparecer no Centro Gestão de Pessoas do Prédio dos Ambulatórios, na Avenida Enéas de Carvalho Aguiar, nº 155 – 1º andar - Bairro Cerqueira César, no prazo de 3 dias corridos, a contar da data da publicação." (682, 231, 991, 268)
notice-signature: RODRIGO ZACARIAS DOS SANTOS (441, 1101, 567, 1111)
notice-subtitle-2: PREGÃO ELETRÔNICO Nº 18/2024 – EDITAL Nº 19/2024 – PROCESSO Nº 62/2024 (698, 1627, 975, 1637)
notice-subtitle: COORDENADORIA DE SERVIÇOS DE SAÚDE (406, 441, 628, 453)
notice-capsmar (340, 584, 668, 752)
notice-date: Nova Europa/SP, aos 10 de maio de 2024. (444, 159, 564, 167)
notice-subtitle: JUSTIFICATIVA QUEBRA ORDEM CRONOLÓGICA (86, 185, 258, 195)
notice-body: PROCESSO IPMU Nº. 162/2023 – PREGÃO ELETRÔNICO: 01/2024 – OBJETO: contratação de empresa especializada para a prestação de serviços de mão de obra para o prédio do Instituto de Previdência Municipal de Ubatuba. COMUNICADO – Considerando o recebimento de Pedido de Esclarecimentos, o IPMU vem a público informar que todos os licitantes devem apresentar sua proposta com o valor total mensal e anual através do sistema, nos termos dos itens 4.3 e 4.7 do Edital. A planilha de composição de custos será obrigatória apenas para o Licitante vencedor nos termos do item 4.9 do Edital. Caso algum licitante tenha encaminhado planilha de composição de custos para fins de proposta comercial, será considerado o valor global do item (12 meses). Considerando que não há influência na composição da proposta de preço, ficam mantidos os prazos do Edital. Ubatuba, 10 de maio de 2024. (683, 923, 990, 1007)
notice-subtitle: CONCORRÊNCIA NA FORMA ELETRÔNICA Nº. 04/2024 (383, 795, 625, 806)
notice-subtitle: Secretaria Municipal de Habitação Social e Regularização Fundiária – Departamento de Regularização Fundiária (355, 1404, 653, 1423)
notice-body: Objeto: Contratação de empresas especializadas para locação de tendas, bumpers, gôndolas, grades, palcos, geradores, som, iluminação, telão de led e prestação de serviços de segurança, pelo período de 04 (seis) meses incluído os eventos municipais das programações 14/05/2024, os 03/10 horas. Abertura das Propostas: 28/05/2024, às 08h00 horas. Local: www.licitardigital.com.br. Edital na íntegra: à disposição no site www.doiscorregos.sp.gov.br. Informações pelo e-mail pregao@doiscorregos.sp.gov.br. (21, 1450, 323, 1489)
notice-unesp (14, 296, 330, 530)
notice-mogi (340, 1353, 668, 1757)
notice-subtitle: Estado de São Paulo (802, 1090, 871, 1100)
notice-dobrada (676, 56, 997, 173)
notice-title-2: UNIVERSIDADE DE SÃO PAULO (757, 202, 916, 214)
notice-date: Campinas, 10 de maio de 2024 (128, 739, 216, 747)
mineiros-crest-icon (683, 1465, 705, 1489)
notice-signature-2: LUCAS GUSTAVO FERREIRA CASTANHO - Equipe de Apoio (739, 1016, 934, 1024)
notice-subtitle: ESTADO DE SÃO PAULO (793, 1476, 880, 1486)
notice-date: Nova Europa/SP, 10 de maio de 2024. (782, 1698, 890, 1706)
column-left (14, 56, 330, 1732)
notice-subtitle: COMUNICADO DA CHAMADA PÚBLICA Nº 01/2024-FCT (77, 351, 267, 361)
notice-title: PREFEITURA MUNICIPAL DE NOVA EUROPA (372, 62, 636, 76)
notice-signature: Terezinha Aparecida Castilho Varoni - Prefeita Municipal (420, 1225, 588, 1233)
notice-title: PREFEITURA MUNICIPAL DE TABATINGA (394, 207, 638, 221)
notice-date: BURITAMA-S.P., 10 DE MAIO DE 2024. (438, 1092, 570, 1102)
column-middle (340, 56, 668, 1764)
notice-juquitiba (676, 1070, 997, 1297)
notice-subtitle: AVISO DE LICITAÇÃO (451, 781, 557, 793)
notice-title: PREFEITURA DA ESTÂNCIA TURÍSTICA DE IBIÚNA (724, 730, 977, 741)
table-header: NOTA FISCAL (22, 219, 149, 230)
notice-capivari (14, 537, 330, 653)
sp-logo: SÃO PAULO (948, 298, 990, 320)
buritama-crest-icon (348, 767, 378, 801)
notice-title: PREFEITURA MUNICIPAL DE MACATUBA (714, 1310, 959, 1324)
notice-body: AVISO DE LICITAÇÃO – PREGÃO ELETRÔNICO Nº 021/2024. Objeto: Registro de Preços para Fornecimento, Instalação e Manutenção de Cortinas para atender a demanda das Secretarias Municipais do Município de Cravinhos, conforme especificações e quantidades contidas em Edital completo. O edital encontra-se à disposição no Portal www.cravinhos.sp.gov.br e plataforma www.bllcompras.org.br. Endereço: Rua Tiradentes, nº 233. Entrega e abertura das propostas: Dia: 28/05/2024 às 09:00horas. (21, 1310, 323, 1353)
ipmu-people-icon (683, 898, 711, 926)
notice-campinas-1 (14, 660, 330, 799)
notice-subtitle: FACULDADE DE CIÊNCIAS E TECNOLOGIA - UNESP (81, 329, 263, 339)
brand-name: Estado (38, 8, 143, 41)
notice-body: Pregão nº 136/2024 – Eletrônico - Processo Administrativo: PMC.2024.00027790-47 - Interessado: Secretaria Municipal de Serviços Públicos - Objeto: Aquisição de "playground lúdico" - Abertura da Sessão Pública para os itens 01 e 02: 27/05/2024 às 10h - Disponibilidade do Edital: a partir de 13/05/2024, no portal eletrônico www.gov.br/compras - Unidade Compradora: 986291 - Número da Licitação: 90136/2024. Esclarecimentos adicionais com a Pregoeira Anaury Jade pelo telefone (19) 2116-0656. (21, 993, 323, 1031)
table-header: DATA (148, 219, 250, 230)
notice-body: AVISO DE RETIFICAÇÃO Nº 01 DO EDITAL Nº 037-2024 PREGÃO ELETRÔNICO Nº 034-2024, PROCESSO Nº 102-2024. A DIVISÃO DE LICITAÇÃO da Prefeitura Municipal de Macatuba, leva ao conhecimento dos interessados que o edital do presente pregão, cujo objeto é aquisição de cadeiras giratórias e poltronas para o prédio do Ambulatório de Especialidades do Município de Macatuba, através do convênio firmado com o Ministério da Saúde, foi retificado em alguns itens do termo de referência, em razão de erro material e de adequação do texto, conforme especificações constantes no novo edital, disponível no portal. A data da abertura da sessão permanece a mesma. Informações pelo telefone (14) 3298-9900. Macatuba, 10 de maio de 2024. ANDERSON FERREIRA. Prefeito Municipal. (683, 1325, 990, 1385)
notice-body: Comunicamos aos interessados que se encontra aberto nesta Municipalidade Processo de Licitação na modalidade PREGÃO ELETRÔNICO Sob nº 06/2024, cujo objeto é CONTRATAÇÃO DE EMPRESA ESPECIALIZADA EM FORNECIMENTO DE CESTAS BÁSICAS DESTINADAS AOS SERVIDORES MUNICIPAIS, o critério de julgamento das propostas será o menor preço GLOBAL. LOCAL: PLATAFORMA BLL. INÍCIO REC. PROPOSTA: 13/05/2024 09:00 / FIM REC. PROPOSTA: 24/05/2024 09:00. INÍCIO DISPUTA: 24/05/2024 10:00. TIPO DE LANCE: MENOR LANCE / MODO DE DISPUTA: ABERTO. (683, 1134, 990, 1211)
invoice-table (21, 219, 323, 242)
notice-signature: Caio Eduardo Ré Ferreira - Gerente Municipal de Trânsito (86, 269, 258, 277)
notice-title: HOSPITAL DAS CLÍNICAS DA FACULDADE DE MEDICINA (693, 189, 980, 200)
notice-subtitle-2: ABERTURA DE LICITAÇÃO – PROCESSO 992/2024 – PREGÃO ELETRÔNICO 24/2024 (695, 1760, 978, 1769)
notice-subtitle: CAMPUS DE PRESIDENTE PRUDENTE (105, 340, 239, 350)
notice-role: Diretor do Departamento de Licitações (118, 1049, 226, 1057)
notice-title: PREFEITURA MUNICIPAL DE IBATÉ (723, 573, 950, 588)
notice-body: AVISO DE LICITAÇÃO A Prefeitura Municipal de Dobrada, estado de São Paulo, através de sua pregoeira, torna público a abertura do PREGÃO ELETRÔNICO Nº 010/2024, abaixo referente ao Edital 011/2024, Processo nº 045/2024 do tipo menor preço, tendo como objeto: REGISTRO DE PREÇO PARA AQUISIÇÃO DE DIETA ENTERAL PARA ATENDER AS NECESSIDADES DA SECRETARIA MUNICIPAL DE SAÚDE NO ATENDIMENTO DE PACIENTES, conforme especificações técnicas contidas no edital regulador do certame e seus anexos. O início da sessão pública está prevista para às 09:00 horas do dia 23 de maio de 2024. Fundamento Legal: Lei Federal nº 14.133/2021 e Decreto Municipal nº 2822/2024. O edital encontra-se disponível no Portal da Transparência da Prefeitura de Dobrada no link: https://www.dobrada.sp.gov.br/ e no Portal de Licitações e https://bll.org.br/. Informações podem ser obtidas através do telefone: (16)3386-9000 ou ainda através do e-mail: licitacao@dobrada.sp.gov.br. Dobrada, 10 de maio de 2024. ANALICE CARVALHO SIQUEIRA - Pregoeira. (683, 77, 990, 162)
notice-subtitle: EXTRATO DE HOMOLOGAÇÃO (450, 611, 558, 621)
notice-saude-cais (340, 422, 668, 577)
